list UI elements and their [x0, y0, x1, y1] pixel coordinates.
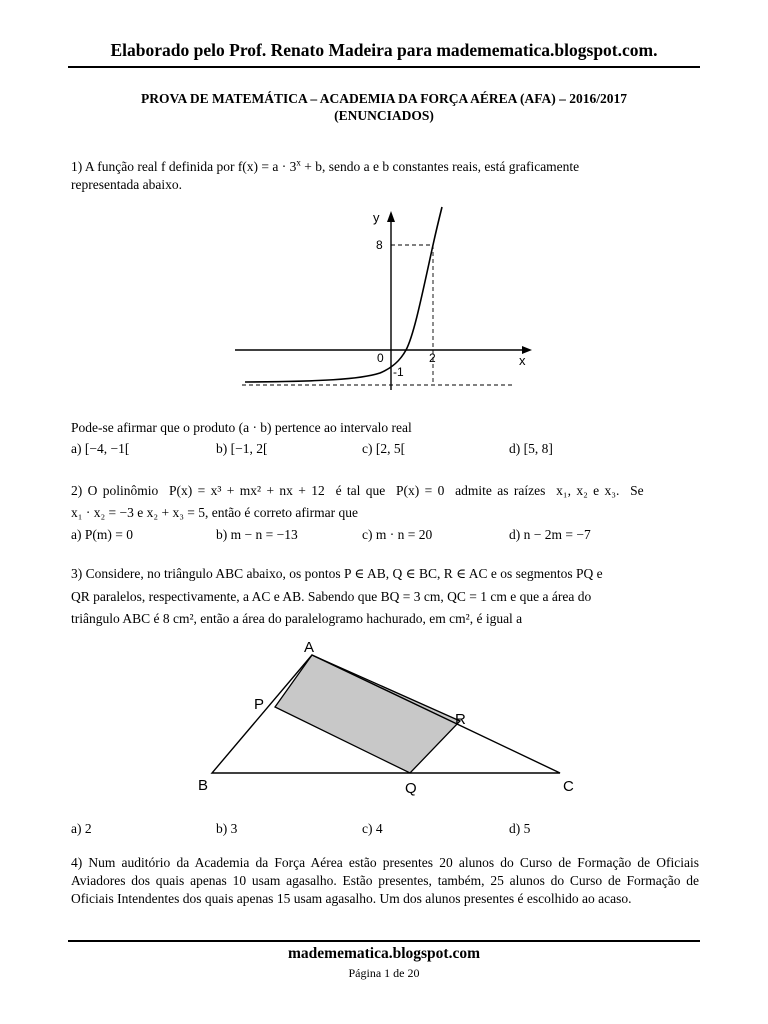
- q1-option-a[interactable]: a) [−4, −1[: [71, 441, 130, 456]
- hatched-parallelogram: [275, 655, 460, 773]
- q1-option-b[interactable]: b) [−1, 2[: [216, 441, 268, 456]
- q1-question: Pode-se afirmar que o produto (a · b) pertence ao intervalo real: [71, 420, 412, 435]
- q2-option-d[interactable]: d) n − 2m = −7: [509, 527, 591, 542]
- x-axis-label: x: [519, 353, 526, 368]
- q3-line3: triângulo ABC é 8 cm², então a área do paralelogramo hachurado, em cm², é igual a: [71, 611, 523, 626]
- origin-label: 0: [377, 351, 384, 365]
- function-curve: [245, 207, 442, 382]
- x-tick-label: 2: [429, 351, 436, 365]
- q3-line2: QR paralelos, respectivamente, a AC e AB. Sabendo que BQ = 3 cm, QC = 1 cm e que a área do: [71, 589, 592, 604]
- footer-site: mademematica.blogspot.com: [288, 945, 480, 962]
- q1-intro-start: 1) A função real f definida por: [71, 159, 235, 174]
- q2-option-c[interactable]: c) m · n = 20: [362, 527, 433, 542]
- q1-option-c[interactable]: c) [2, 5[: [362, 441, 406, 456]
- q2-roots: x₁, x₂ e x₃.: [556, 483, 620, 498]
- q1-option-d[interactable]: d) [5, 8]: [509, 441, 553, 456]
- asymptote-label: -1: [393, 365, 404, 379]
- q2-option-a[interactable]: a) P(m) = 0: [71, 527, 133, 542]
- q3-triangle-figure: [185, 635, 595, 800]
- q2-option-b[interactable]: b) m − n = −13: [216, 527, 298, 542]
- footer-page-number: Página 1 de 20: [348, 966, 420, 980]
- y-tick-label: 8: [376, 238, 383, 252]
- q2-polynomial: P(x) = x³ + mx² + nx + 12: [169, 483, 325, 498]
- q3-option-b[interactable]: b) 3: [216, 821, 238, 836]
- exam-subtitle: (ENUNCIADOS): [334, 108, 434, 123]
- y-axis-arrow-icon: [387, 211, 395, 222]
- q2-line2: x₁ · x₂ = −3 e x₂ + x₃ = 5, então é correto afirmar que: [71, 505, 358, 520]
- q4-text: 4) Num auditório da Academia da Força Aérea estão presentes 20 alunos do Curso de Formação de Oficiais Aviadores dos quais apenas 10 usam agasalho. Estão presentes, também, 25 alunos do Curso de Formação de Oficiais Intendentes dos quais apenas 15 usam agasalho. Um dos alunos presentes é escolhido ao acaso.: [71, 855, 699, 906]
- point-r-label: R: [455, 711, 466, 728]
- vertex-c-label: C: [563, 778, 574, 795]
- q3-option-c[interactable]: c) 4: [362, 821, 383, 836]
- q2-line1: 2) O polinômio P(x) = x³ + mx² + nx + 12 é tal que P(x) = 0 admite as raízes x₁, x₂ e x₃. Se: [71, 483, 644, 498]
- q1-function: $f(x) = a \cdot 3^x + b$,: [237, 157, 326, 174]
- q1-intro-end: sendo a e b constantes reais, está graficamente: [328, 159, 580, 174]
- q3-line1: 3) Considere, no triângulo ABC abaixo, os pontos P ∈ AB, Q ∈ BC, R ∈ AC e os segmentos PQ e: [71, 566, 603, 581]
- q3-option-d[interactable]: d) 5: [509, 821, 531, 836]
- point-p-label: P: [254, 696, 265, 713]
- vertex-a-label: A: [304, 639, 315, 656]
- y-axis-label: y: [373, 210, 380, 225]
- q1-graph: [230, 205, 540, 395]
- q1-intro: [71, 158, 699, 194]
- point-q-label: Q: [405, 780, 417, 797]
- q3-option-a[interactable]: a) 2: [71, 821, 92, 836]
- page-header: Elaborado pelo Prof. Renato Madeira para mademematica.blogspot.com.: [110, 40, 658, 60]
- header-rule: [68, 66, 700, 68]
- vertex-b-label: B: [198, 777, 209, 794]
- footer-rule: [68, 940, 700, 942]
- exam-title: PROVA DE MATEMÁTICA – ACADEMIA DA FORÇA AÉREA (AFA) – 2016/2017: [140, 91, 628, 106]
- q1-intro-line2: representada abaixo.: [71, 177, 182, 192]
